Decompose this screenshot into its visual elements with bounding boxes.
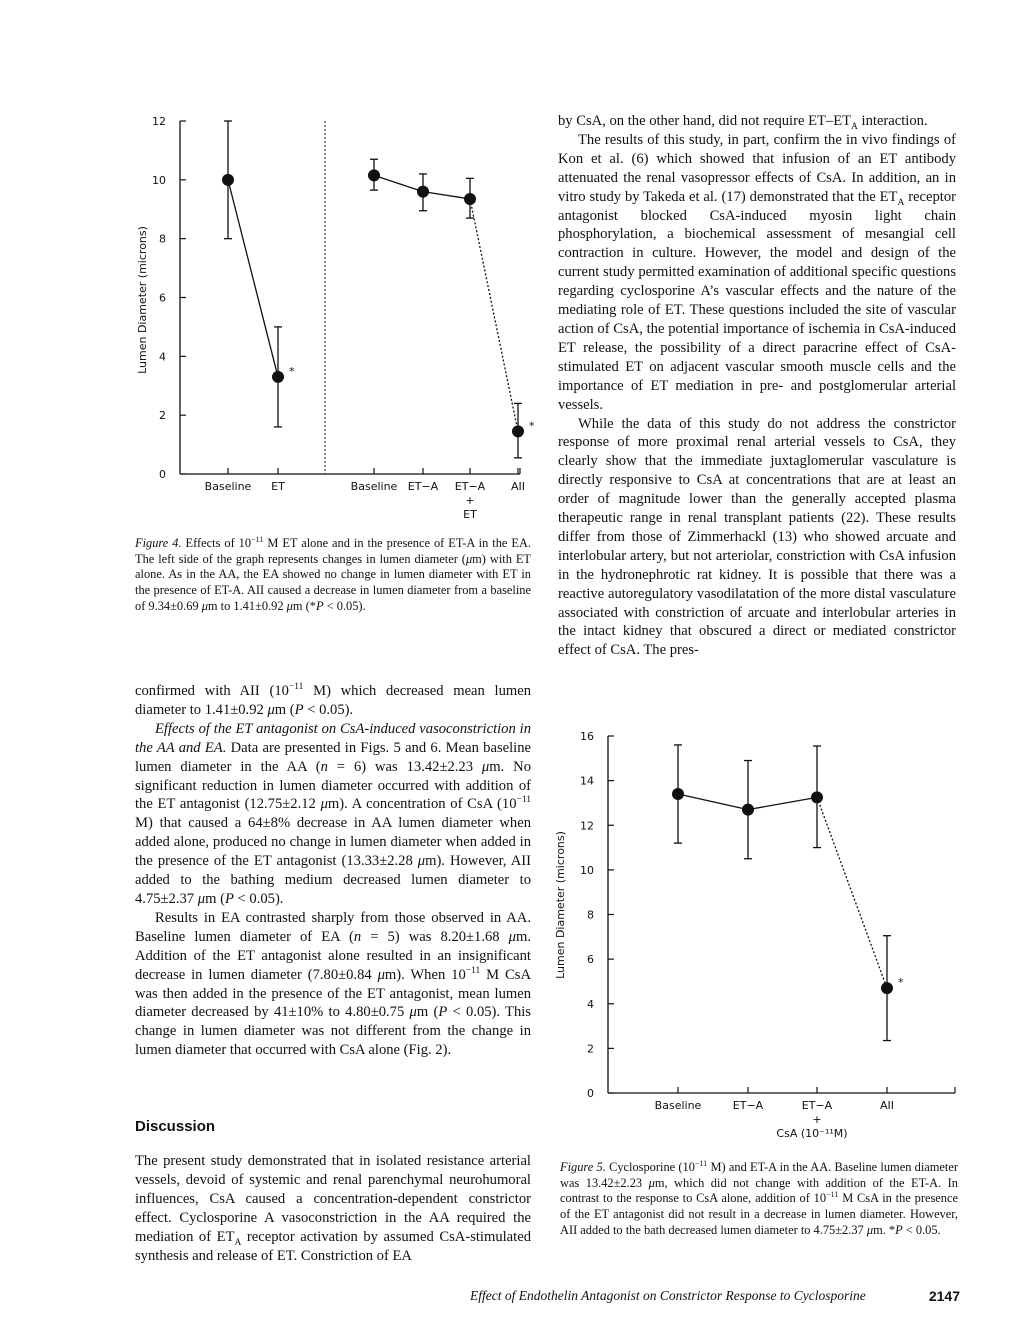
- figure-4-caption-text: [135, 536, 531, 615]
- text-segment: < 0.05.: [902, 1222, 941, 1237]
- series-line-segment: [748, 797, 817, 809]
- y-tick-label: 8: [159, 232, 166, 246]
- text-segment: < 0.05).: [303, 701, 354, 718]
- y-tick-label: 6: [159, 291, 166, 305]
- x-tick-label: Baseline: [204, 480, 252, 493]
- text-segment: μ: [648, 1175, 655, 1190]
- data-point: [368, 169, 380, 181]
- text-segment: m. Addition of the ET antagonist alone resulted in an insignificant decrease in lumen diameter (7.80±0.84: [135, 928, 531, 983]
- right-column-text: [558, 112, 956, 660]
- x-tick-label: ET: [271, 480, 285, 493]
- text-segment: μ: [417, 853, 426, 870]
- text-segment: μ: [377, 966, 385, 983]
- x-tick-label: +: [465, 494, 475, 507]
- data-point: [512, 425, 524, 437]
- x-axis-label: CsA (10⁻¹¹M): [776, 1127, 848, 1140]
- text-segment: μ: [481, 758, 490, 775]
- text-segment: < 0.05).: [233, 890, 284, 907]
- text-segment: Effects of the ET antagonist on CsA-induced vasoconstriction in the AA and EA.: [135, 720, 531, 756]
- text-segment: The results of this study, in part, confirm the in vivo findings of Kon et al. (6) which showed that infusion of an ET antibody attenuated the renal vasopressor effects of CsA. In addition, an in vitro study by Takeda et al. (17) demonstrated that the ET: [558, 131, 956, 205]
- text-segment: m). When 10: [384, 966, 466, 983]
- x-tick-label: ET−A: [801, 1099, 833, 1112]
- text-segment: Figure 4.: [135, 536, 182, 550]
- paragraph-et-antagonist-effects: [135, 720, 531, 909]
- text-segment: = 6) was 13.42±2.23: [327, 758, 482, 775]
- y-axis-label: Lumen Diameter (microns): [136, 226, 149, 374]
- text-segment: < 0.05). This change in lumen diameter was not different from the change in lumen diameter that occurred with CsA alone (Fig. 2).: [135, 1004, 531, 1059]
- y-tick-label: 0: [159, 468, 166, 481]
- text-segment: receptor antagonist blocked CsA-induced myosin light chain phosphorylation, a biochemical assessment of mesangial cell contraction in culture. However, the model and design of the current study permitted examination of additional specific questions regarding cyclosporine A’s vascular effects and the nature of the mediating role of ET. These questions included the site of vascular action of CsA, the potential importance of ischemia in CsA-induced ET release, the possibility of a direct paracrine effect of CsA-stimulated ET on adjacent vascular smooth muscle cells and the importance of ET mediation in pre- and postglomerular arterial vessels.: [558, 188, 956, 413]
- text-segment: μ: [508, 928, 516, 945]
- x-tick-label: ET: [463, 508, 477, 521]
- text-segment: −11: [288, 682, 304, 693]
- text-segment: While the data of this study do not address the constrictor response of more proximal renal arterial vessels to CsA, they clearly show that the immediate juxtaglomerular vasculature is directly responsive to CsA at concentrations that are at least an order of magnitude lower than the generally accepted plasma therapeutic range in renal transplant patients (22). These results differ from those of Zimmerhackl (13) who showed arcuate and interlobular artery, but not arteriolar, constriction with CsA infusion in the hydronephrotic rat kidney. It is possible that there was a reactive autoregulatory vasodilatation of the more distal vasculature associated with constriction of arcuate and interlobular arteries in the intact kidney that obscured a direct or mediated constrictor effect of CsA. The pres-: [558, 415, 956, 659]
- y-tick-label: 4: [587, 997, 594, 1011]
- x-tick-label: ET−A: [732, 1099, 764, 1112]
- text-segment: m. *: [873, 1222, 896, 1237]
- text-segment: A: [851, 121, 858, 132]
- text-segment: m (*: [292, 598, 316, 613]
- y-tick-label: 10: [580, 863, 594, 877]
- text-segment: μ: [201, 598, 208, 613]
- data-point: [811, 791, 823, 803]
- text-segment: −11: [251, 534, 264, 544]
- text-segment: m). However, AII added to the bathing medium decreased lumen diameter to 4.75±2.37: [135, 853, 531, 907]
- running-title: Effect of Endothelin Antagonist on Constrictor Response to Cyclosporine: [470, 1288, 866, 1303]
- figure-4-chart: [130, 100, 550, 540]
- discussion-heading: Discussion: [135, 1118, 216, 1135]
- text-segment: m (: [274, 701, 295, 718]
- text-segment: μ: [866, 1222, 874, 1237]
- paragraph: [558, 415, 956, 661]
- figure-5-chart: [550, 720, 970, 1150]
- text-segment: μ: [465, 551, 473, 566]
- x-tick-label: Baseline: [654, 1099, 702, 1112]
- text-segment: μ: [320, 796, 328, 813]
- text-segment: μ: [286, 598, 293, 613]
- data-point: [272, 371, 284, 383]
- text-segment: confirmed with AII (10: [135, 683, 289, 699]
- text-segment: P: [315, 598, 324, 613]
- discussion-text: [135, 1152, 531, 1265]
- figure-5-caption-text: [560, 1160, 958, 1239]
- page-number: 2147: [928, 1288, 960, 1304]
- text-segment: −11: [694, 1158, 708, 1168]
- text-segment: n: [353, 928, 362, 945]
- text-segment: The present study demonstrated that in isolated resistance arterial vessels, devoid of systemic and renal parenchymal neurohumoral influences, CsA caused a concentration-dependent constrictor effect. Cyclosporine A vasoconstriction in the AA required the mediation of ET: [135, 1153, 531, 1245]
- text-segment: P: [224, 890, 234, 907]
- text-segment: Results in EA contrasted sharply from those observed in AA. Baseline lumen diameter of EA (: [135, 909, 531, 945]
- text-segment: μ: [409, 1004, 417, 1021]
- text-segment: m) with ET alone. As in the AA, the EA showed no change in lumen diameter with ET in the presence of ET-A. AII caused a decrease in lumen diameter from a baseline of 9.34±0.69: [135, 551, 531, 613]
- text-segment: m (: [416, 1004, 439, 1021]
- text-segment: M ET alone and in the presence of ET-A in the EA. The left side of the graph represents changes in lumen diameter (: [135, 536, 531, 566]
- y-tick-label: 16: [580, 730, 594, 743]
- y-tick-label: 4: [159, 350, 166, 364]
- paragraph: [135, 682, 531, 720]
- text-segment: by CsA, on the other hand, did not require ET–ET: [558, 113, 852, 129]
- text-segment: = 5) was 8.20±1.68: [361, 928, 509, 945]
- y-tick-label: 14: [580, 774, 594, 788]
- text-segment: M CsA was then added in the presence of the ET antagonist, mean lumen diameter decreased by 41±10% to 4.80±0.75: [135, 966, 531, 1021]
- page-footer: [470, 1288, 960, 1304]
- left-column-text: [135, 682, 531, 1060]
- text-segment: receptor activation by assumed CsA-stimulated synthesis and release of ET. Constriction of EA: [135, 1228, 531, 1264]
- text-segment: Figure 5.: [560, 1160, 606, 1174]
- text-segment: interaction.: [857, 113, 928, 129]
- text-segment: μ: [197, 890, 206, 907]
- significance-marker: *: [898, 976, 904, 990]
- text-segment: m). A concentration of CsA (10: [327, 796, 517, 813]
- y-tick-label: 10: [152, 173, 166, 187]
- y-tick-label: 6: [587, 953, 594, 967]
- text-segment: < 0.05).: [323, 598, 366, 613]
- series-line-segment: [228, 180, 278, 377]
- text-segment: n: [320, 758, 328, 775]
- figure-5-caption: [560, 1160, 958, 1239]
- significance-marker: *: [529, 419, 535, 433]
- data-point: [672, 788, 684, 800]
- text-segment: Data are presented in Figs. 5 and 6. Mean baseline lumen diameter in the AA (: [135, 739, 531, 775]
- series-line-segment: [678, 794, 748, 810]
- series-line-segment: [374, 175, 423, 191]
- text-segment: μ: [267, 701, 275, 718]
- figure-4-caption: [135, 536, 531, 615]
- y-tick-label: 2: [159, 409, 166, 423]
- x-tick-label: AII: [510, 480, 526, 493]
- text-segment: P: [294, 701, 304, 718]
- text-segment: Cyclosporine (10: [605, 1160, 695, 1174]
- data-point: [417, 186, 429, 198]
- text-segment: Effects of 10: [181, 536, 252, 550]
- data-point: [881, 982, 893, 994]
- y-tick-label: 2: [587, 1042, 594, 1056]
- y-axis-label: Lumen Diameter (microns): [554, 831, 567, 979]
- text-segment: M) that caused a 64±8% decrease in AA lumen diameter when added alone, produced no change in lumen diameter when added in the presence of the ET antagonist (13.33±2.28: [135, 815, 531, 870]
- text-segment: m (: [205, 890, 225, 907]
- text-segment: M CsA in the presence of the ET antagonist did not result in a decrease in lumen diameter. However, AII added to the bath decreased lumen diameter to 4.75±2.37: [560, 1191, 958, 1237]
- series-line-segment: [423, 192, 470, 199]
- text-segment: M) which decreased mean lumen diameter to 1.41±0.92: [135, 683, 531, 718]
- x-tick-label: ET−A: [454, 480, 486, 493]
- x-tick-label: +: [812, 1113, 822, 1126]
- text-segment: A: [234, 1237, 242, 1248]
- paragraph: [558, 131, 956, 415]
- significance-marker: *: [289, 364, 295, 378]
- series-line-segment: [817, 797, 887, 988]
- data-point: [222, 174, 234, 186]
- text-segment: −11: [465, 965, 481, 976]
- text-segment: m. No significant reduction in lumen diameter occurred with addition of the ET antagonist (12.75±2.12: [135, 758, 531, 813]
- text-segment: P: [438, 1004, 448, 1021]
- y-tick-label: 12: [152, 115, 166, 128]
- text-segment: A: [897, 197, 905, 208]
- x-tick-label: AII: [879, 1099, 895, 1112]
- y-tick-label: 12: [580, 819, 594, 833]
- text-segment: M) and ET-A in the AA. Baseline lumen diameter was 13.42±2.23: [560, 1160, 958, 1190]
- x-tick-label: Baseline: [350, 480, 398, 493]
- paragraph: [558, 112, 956, 131]
- text-segment: −11: [826, 1190, 839, 1200]
- text-segment: −11: [516, 795, 531, 806]
- paragraph: [135, 909, 531, 1060]
- paragraph: [135, 1152, 531, 1265]
- y-tick-label: 8: [587, 908, 594, 922]
- text-segment: P: [895, 1222, 903, 1237]
- y-tick-label: 0: [587, 1087, 594, 1100]
- data-point: [742, 804, 754, 816]
- text-segment: m, which did not change with addition of the ET-A. In contrast to the response to CsA alone, addition of 10: [560, 1175, 958, 1206]
- text-segment: m to 1.41±0.92: [207, 598, 287, 613]
- x-tick-label: ET−A: [407, 480, 439, 493]
- series-line-segment: [470, 199, 518, 431]
- data-point: [464, 193, 476, 205]
